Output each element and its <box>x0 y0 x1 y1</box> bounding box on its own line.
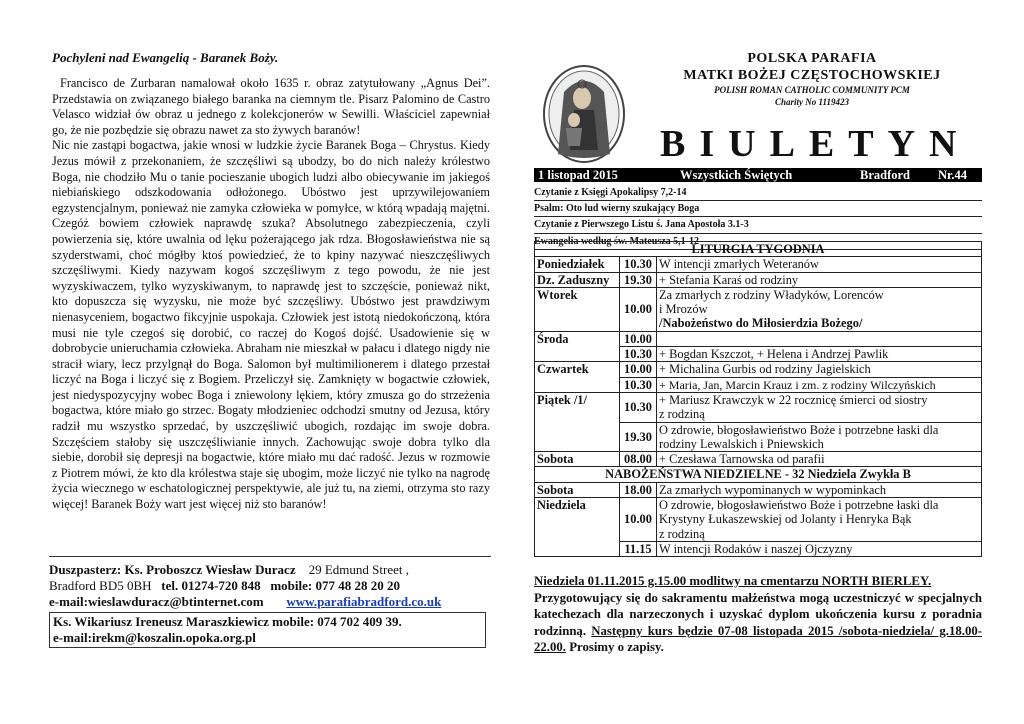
bulletin-city: Bradford <box>860 168 910 182</box>
mass-time: 19.30 <box>620 422 657 452</box>
intention-line: /Nabożeństwo do Miłosierdzia Bożego/ <box>659 316 863 331</box>
intention-line: i Mrozów <box>659 302 708 317</box>
intention-line: z rodziną <box>659 407 705 422</box>
city: Bradford BD5 0BH <box>49 578 152 593</box>
marriage-course-notice <box>534 590 982 656</box>
parish-header <box>632 50 992 108</box>
mass-intention: W intencji zmarłych Weteranów <box>657 257 982 272</box>
mass-intention <box>657 392 982 422</box>
day-label: Sobota <box>535 482 620 497</box>
parish-name-line1: POLSKA PARAFIA <box>747 51 877 66</box>
mass-intention: + Stefania Karaś od rodziny <box>657 272 982 287</box>
table-row <box>535 287 982 331</box>
intention-line: O zdrowie, błogosławieństwo Boże i potrzebne łaski dla <box>659 422 939 437</box>
vicar-info: Ks. Wikariusz Ireneusz Maraszkiewicz mobile: 074 702 409 39. <box>53 614 402 629</box>
feast-name: Wszystkich Świętych <box>680 168 793 182</box>
mass-intention: + Maria, Jan, Marcin Krauz i zm. z rodziny Wilczyńskich <box>657 377 982 392</box>
reading-item: Ewangelia według św. Mateusza 5,1-12 <box>534 234 982 250</box>
bulletin-date: 1 listopad 2015 <box>538 168 618 182</box>
course-date: Następny kurs będzie 07-08 listopada 2015 /sobota-niedziela/ g.18.00-22.00. <box>534 623 982 654</box>
article-title: Pochyleni nad Ewangelią - Baranek Boży. <box>52 50 279 65</box>
date-bar <box>534 168 982 182</box>
intention-line: Krystyny Łukaszewskiej od Jolanty i Henryka Bąk <box>659 512 912 527</box>
telephone: tel. 01274-720 848 <box>161 578 261 593</box>
mass-time: 10.30 <box>620 257 657 272</box>
mass-intention <box>657 422 982 452</box>
reading-item: Czytanie z Pierwszego Listu ś. Jana Apostoła 3.1-3 <box>534 217 982 233</box>
table-row <box>535 392 982 422</box>
table-row <box>535 452 982 467</box>
mobile: mobile: 077 48 28 20 20 <box>270 578 400 593</box>
mass-time: 19.30 <box>620 272 657 287</box>
table-row <box>535 272 982 287</box>
charity-number: Charity No 1119423 <box>774 97 849 107</box>
intention-line: O zdrowie, błogosławieństwo Boże i potrzebne łaski dla <box>659 498 939 513</box>
mass-time: 10.30 <box>620 377 657 392</box>
mass-time: 10.00 <box>620 498 657 542</box>
article-paragraph: Francisco de Zurbaran namalował około 1635 r. obraz zatytułowany „Agnus Dei”. Przedstawia on związanego białego baranka na ciemnym tle. Pisarz Palomino de Castro Velasco widział ów obraz u jednego z kolekcjonerów w Sewilli. Właściciel zapewniał go, że nie pozbędzie się obrazu nawet za sto żywych baranów! <box>52 76 490 137</box>
notices <box>534 573 982 656</box>
day-label: Dz. Zaduszny <box>535 272 620 287</box>
intention-line: z rodziną <box>659 526 705 541</box>
table-row <box>535 257 982 272</box>
liturgy-header: LITURGIA TYGODNIA <box>535 242 982 257</box>
cemetery-notice: Niedziela 01.11.2015 g.15.00 modlitwy na cmentarzu NORTH BIERLEY. <box>534 574 932 588</box>
day-label: Piątek /1/ <box>535 392 620 451</box>
reading-item: Czytanie z Księgi Apokalipsy 7,2-14 <box>534 185 982 201</box>
intention-line: Za zmarłych z rodziny Władyków, Lorenców <box>659 287 884 302</box>
day-label: Niedziela <box>535 498 620 557</box>
article <box>52 44 490 513</box>
table-row <box>535 362 982 377</box>
mass-intention <box>657 331 982 346</box>
mass-intention: + Bogdan Kszczot, + Helena i Andrzej Pawlik <box>657 347 982 362</box>
reading-item: Psalm: Oto lud wierny szukający Boga <box>534 201 982 217</box>
course-text: Przygotowujący się do sakramentu małżeństwa mogą uczestniczyć w specjalnych katechezach dla narzeczonych i uzyskać dyplom ukończenia kursu z poradnia rodzinną. <box>534 590 982 638</box>
day-label: Czwartek <box>535 362 620 393</box>
pastor-email[interactable]: e-mail:wieslawduracz@btinternet.com <box>49 594 264 609</box>
mass-time: 08.00 <box>620 452 657 467</box>
table-row <box>535 498 982 542</box>
mass-time: 10.00 <box>620 362 657 377</box>
street: 29 Edmund Street , <box>308 562 409 577</box>
website-link[interactable]: www.parafiabradford.co.uk <box>286 594 442 609</box>
mass-intention: Za zmarłych wypominanych w wypominkach <box>657 482 982 497</box>
vicar-email[interactable]: e-mail:irekm@koszalin.opoka.org.pl <box>53 630 256 645</box>
mass-time: 10.00 <box>620 331 657 346</box>
community-name: POLISH ROMAN CATHOLIC COMMUNITY PCM <box>714 85 910 95</box>
bulletin-title: BIULETYN <box>660 123 971 165</box>
mass-intention <box>657 287 982 331</box>
mass-intention: W intencji Rodaków i naszej Ojczyzny <box>657 541 982 556</box>
article-paragraph: Nic nie zastąpi bogactwa, jakie wnosi w ludzkie życie Baranek Boga – Chrystus. Kiedy Jezus mówił z przekonaniem, że szczęśliwi są ubodzy, bo do nich należy królestwo Boga, nie chodziło Mu o tanie pocieszanie ubogich ludzi albo obiecywanie im jakiegoś niebiańskiego odszkodowania odłożonego. Ubóstwo jest uprzywilejowaniem egzystencjalnym, ponieważ nie zamyka człowieka w pomyłce, w którą wpadają majętni. Czegóż bowiem człowiek naprawdę szuka? Absolutnego zabezpieczenia, czyli powierzenia się, które uwalnia od lęku pożerającego jak rdza. Błogosławieństwa nie są szyderstwami, choć mógłby ktoś powiedzieć, że to kpiny nazywać nieszczęśliwych szczęśliwymi. Kiedy nazywam kogoś szczęśliwym z tego powodu, że nie jest wyzyskiwaczem, tylko wyzyskiwanym, to naprawdę jest to szczęście, ponieważ nikt, kto dopuszcza się wyzysku, nie może być szczęśliwy. Ubóstwo jest prawdziwym nienasyceniem, bogactwo fikcyjnie uspokaja. Człowiek jest istotą niedokończoną, która musi nie tyle czegoś się dorobić, co raczej do Kogoś dojść. Usadowienie się w dobrobycie unieruchamia człowieka. Abraham nie mieszkał w pałacu i dlatego nigdy nie stracił wiary, lecz przylgnął do Boga. Salomon był multimilionerem i dlatego przestał liczyć na Boga i liczyć się z Bogiem. Przeliczył się. Zamknięty w bogactwie człowiek, jest niedyspozycyjny wobec Boga i zniewolony lękiem, który zmusza go do strzeżenia bogactwa, które miało go strzec. Bogaty młodzieniec odchodzi smutny od Jezusa, który radził mu wszystko sprzedać, by uszczęśliwić ubogich, rozdając im swoje dobra. Szczęściem stałoby się uszczęśliwianie innych. Zachowując swoje dobra tylko dla siebie, dorobił się depresji na bogactwie, które miało mu dać radość. Jezus w rozmowie z Piotrem mówi, że kto dla królestwa staje się ubogim, może liczyć nie tylko na nagrodę życia wiecznego w eschatologicznej perspektywie, ale już tu, na ziemi, otrzyma sto razy więcej! Baranek Boży wart jest więcej niż sto baranów! <box>52 138 490 512</box>
mass-time: 10.30 <box>620 347 657 362</box>
mass-time: 10.30 <box>620 392 657 422</box>
course-signup: Prosimy o zapisy. <box>566 640 664 654</box>
liturgy-table <box>534 241 982 557</box>
day-label: Poniedziałek <box>535 257 620 272</box>
mass-intention: + Czesława Tarnowska od parafii <box>657 452 982 467</box>
mass-intention <box>657 498 982 542</box>
day-label: Wtorek <box>535 287 620 331</box>
mass-time: 10.00 <box>620 287 657 331</box>
mass-time: 11.15 <box>620 541 657 556</box>
day-label: Sobota <box>535 452 620 467</box>
table-row <box>535 482 982 497</box>
day-label: Środa <box>535 331 620 362</box>
sunday-header: NABOŻEŃSTWA NIEDZIELNE - 32 Niedziela Zwykła B <box>535 467 982 482</box>
pastor-name: Duszpasterz: Ks. Proboszcz Wiesław Duracz <box>49 562 296 577</box>
intention-line: + Mariusz Krawczyk w 22 rocznicę śmierci od siostry <box>659 392 928 407</box>
parish-name-line2: MATKI BOŻEJ CZĘSTOCHOWSKIEJ <box>683 68 941 83</box>
contact-box <box>49 556 491 648</box>
mass-intention: + Michalina Gurbis od rodziny Jagielskich <box>657 362 982 377</box>
intention-line: rodziny Lewalskich i Pniewskich <box>659 436 824 451</box>
bulletin-number: Nr.44 <box>938 168 968 182</box>
mass-time: 18.00 <box>620 482 657 497</box>
table-row <box>535 331 982 346</box>
madonna-icon <box>536 62 632 166</box>
